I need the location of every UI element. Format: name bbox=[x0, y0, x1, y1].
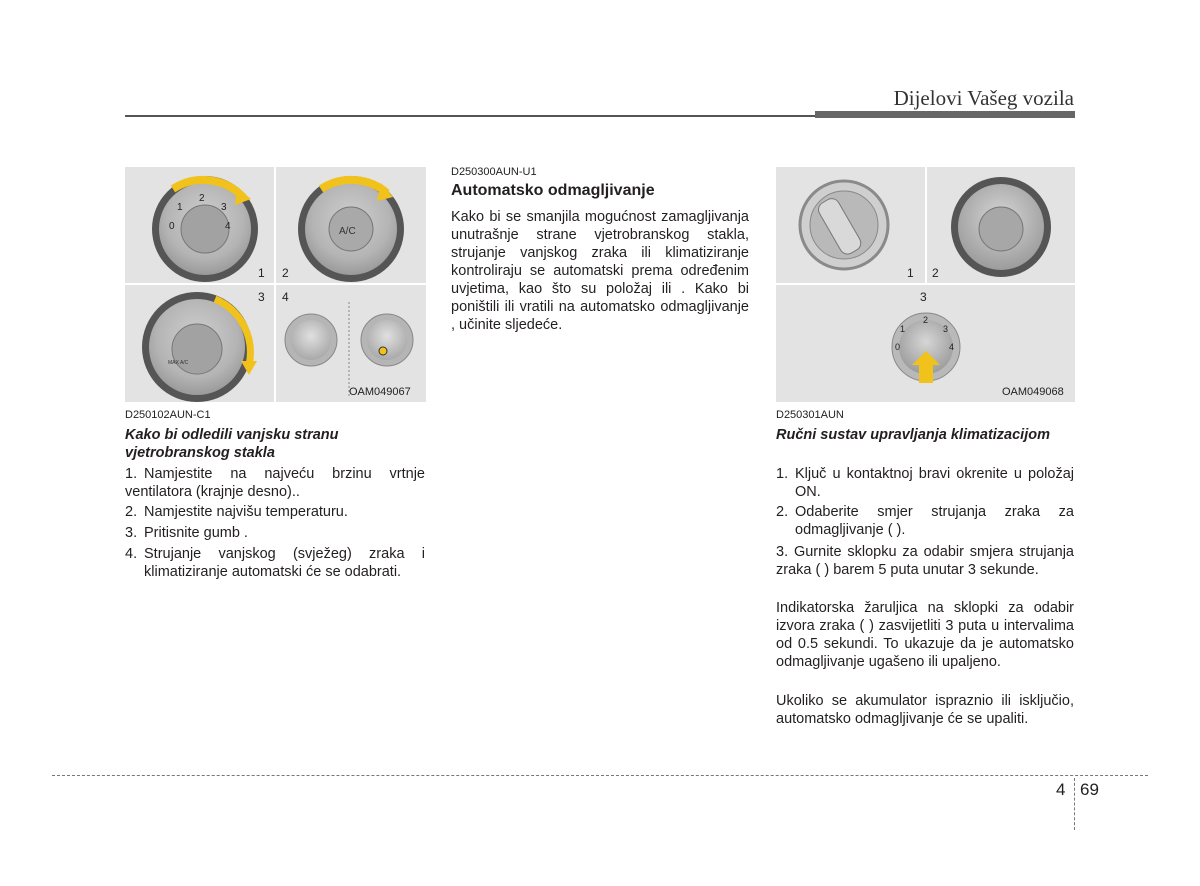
svg-text:2: 2 bbox=[199, 193, 205, 204]
svg-text:3: 3 bbox=[221, 202, 227, 213]
figure-label-1: 1 bbox=[258, 266, 265, 280]
list-item: 2. Namjestite najvišu temperaturu. bbox=[125, 504, 348, 520]
figure-label-1: 1 bbox=[907, 266, 914, 280]
note-paragraph: Ukoliko se akumulator ispraznio ili isključio, automatsko odmagljivanje će se upaliti. bbox=[776, 693, 1074, 727]
figure-code: OAM049068 bbox=[1002, 386, 1064, 398]
defrost-knobs-illustration bbox=[125, 167, 426, 402]
figure-label-3: 3 bbox=[920, 290, 927, 304]
svg-text:4: 4 bbox=[949, 342, 955, 352]
section-heading: Automatsko odmagljivanje bbox=[451, 182, 655, 199]
header-rule-accent bbox=[815, 111, 1075, 118]
page-number: 69 bbox=[1080, 780, 1099, 799]
list-item: 4. Strujanje vanjskog (svježeg) zraka i klimatiziranje automatski će se odabrati. bbox=[125, 546, 425, 580]
fan-knob bbox=[892, 313, 960, 383]
footer-page-divider bbox=[1074, 778, 1075, 830]
section-paragraph: Kako bi se smanjila mogućnost zamagljivanja unutrašnje strane vjetrobranskog stakla, strujanje vanjskog zraka ili klimatiziranje kontroliraju se automatski prema određenim uvjetima, kao što su položaj ili . Kako bi poništili ili vratili na automatsko odmagljivanje , učinite sljedeće. bbox=[451, 209, 749, 333]
svg-text:0: 0 bbox=[895, 342, 901, 352]
figure-label-2: 2 bbox=[282, 266, 289, 280]
svg-text:2: 2 bbox=[923, 315, 929, 325]
mode-knob bbox=[951, 177, 1051, 277]
figure-label-2: 2 bbox=[932, 266, 939, 280]
section-subtitle: Ručni sustav upravljanja klimatizacijom bbox=[776, 427, 1050, 443]
figure-label-3: 3 bbox=[258, 290, 265, 304]
list-item: 1. Ključ u kontaktnoj bravi okrenite u položaj ON. bbox=[776, 466, 1074, 500]
section-code: D250102AUN-C1 bbox=[125, 409, 211, 421]
svg-text:4: 4 bbox=[225, 221, 231, 232]
ignition-switch bbox=[800, 181, 888, 269]
fan-knob-small bbox=[285, 314, 337, 366]
mode-knob bbox=[142, 292, 257, 402]
step-paragraph: 3. Gurnite sklopku za odabir smjera strujanja zraka ( ) barem 5 puta unutar 3 sekunde. bbox=[776, 544, 1074, 578]
svg-text:3: 3 bbox=[943, 324, 949, 334]
section-subtitle: Kako bi odledili vanjsku stranu vjetrobranskog stakla bbox=[125, 427, 339, 461]
defrost-controls-figure bbox=[125, 167, 426, 402]
section-code: D250300AUN-U1 bbox=[451, 166, 537, 178]
fan-speed-knob bbox=[152, 176, 258, 282]
press-arrow-icon bbox=[919, 363, 933, 383]
svg-text:0: 0 bbox=[169, 221, 175, 232]
svg-text:1: 1 bbox=[900, 324, 906, 334]
figure-label-4: 4 bbox=[282, 290, 289, 304]
page-header-title: Dijelovi Vašeg vozila bbox=[893, 86, 1074, 110]
header-rule bbox=[125, 115, 815, 117]
ac-knob-small bbox=[361, 314, 413, 366]
svg-text:A/C: A/C bbox=[339, 226, 356, 237]
svg-text:MAX A/C: MAX A/C bbox=[168, 360, 189, 366]
footer-divider bbox=[52, 775, 1148, 776]
section-code: D250301AUN bbox=[776, 409, 844, 421]
figure-code: OAM049067 bbox=[349, 386, 411, 398]
chapter-number: 4 bbox=[1056, 780, 1066, 799]
ignition-mode-figure bbox=[776, 167, 1075, 402]
list-item: 3. Pritisnite gumb . bbox=[125, 525, 248, 541]
list-item: 1. Namjestite na najveću brzinu vrtnje ventilatora (krajnje desno).. bbox=[125, 466, 425, 500]
info-paragraph: Indikatorska žaruljica na sklopki za odabir izvora zraka ( ) zasvijetliti 3 puta u intervalima od 0.5 sekundi. To ukazuje da je automatsko odmagljivanje ugašeno ili upaljeno. bbox=[776, 600, 1074, 670]
temperature-knob bbox=[298, 176, 404, 282]
list-item: 2. Odaberite smjer strujanja zraka za odmagljivanje ( ). bbox=[776, 504, 1074, 538]
svg-text:1: 1 bbox=[177, 202, 183, 213]
ignition-knobs-illustration bbox=[776, 167, 1075, 402]
